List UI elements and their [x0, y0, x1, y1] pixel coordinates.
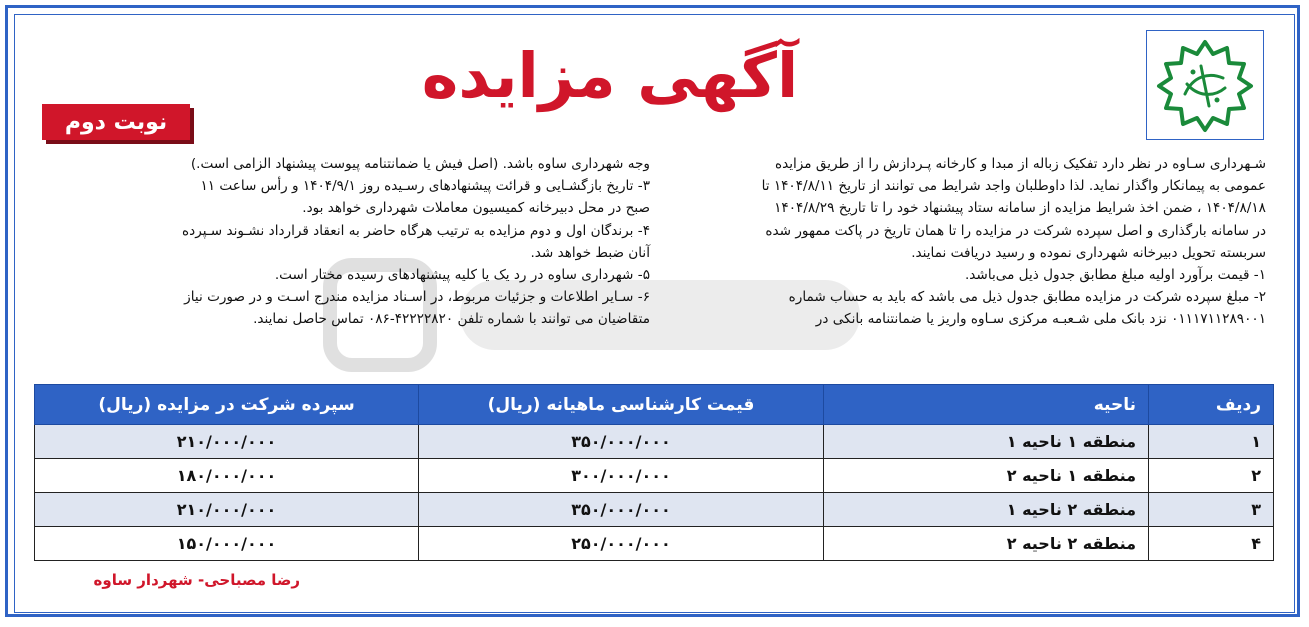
- signature: رضا مصباحی- شهردار ساوه: [93, 571, 300, 589]
- text-line: عمومی به پیمانکار واگذار نماید. لذا داوطلبان واجد شرایط می توانند از تاریخ ۱۴۰۴/۸/۱۱ تا: [761, 178, 1266, 195]
- notice-text-left: [42, 153, 650, 331]
- text-line: ۳- تاریخ بازگشـایی و قرائت پیشنهادهای رسـیده روز ۱۴۰۴/۹/۱ و رأس ساعت ۱۱: [200, 178, 650, 195]
- table-row: [35, 527, 1274, 561]
- cell-row-number: ۱: [1149, 425, 1274, 459]
- text-line: ۲- مبلغ سپرده شرکت در مزایده مطابق جدول ذیل می باشد که باید به حساب شماره: [788, 289, 1266, 306]
- table-header-row: [35, 385, 1274, 425]
- municipality-emblem-icon: [1153, 36, 1257, 134]
- notice-title: آگهی مزایده: [421, 38, 799, 112]
- cell-deposit: ۱۵۰/۰۰۰/۰۰۰: [35, 527, 419, 561]
- cell-zone: منطقه ۱ ناحیه ۲: [824, 459, 1149, 493]
- text-line: در سامانه بارگذاری و اصل سپرده شرکت در مزایده را تا همان تاریخ در پاکت ممهور شده: [765, 222, 1266, 239]
- cell-zone: منطقه ۲ ناحیه ۱: [824, 493, 1149, 527]
- text-line: ۰۱۱۱۷۱۱۲۸۹۰۰۱ نزد بانک ملی شـعبـه مرکزی سـاوه واریز یا ضمانتنامه بانکی در: [815, 311, 1266, 328]
- text-line: ۵- شهرداری ساوه در رد یک یا کلیه پیشنهادهای رسیده مختار است.: [274, 267, 650, 284]
- header-deposit: سپرده شرکت در مزایده (ریال): [35, 385, 419, 425]
- table-row: [35, 425, 1274, 459]
- cell-row-number: ۳: [1149, 493, 1274, 527]
- cell-price: ۲۵۰/۰۰۰/۰۰۰: [419, 527, 824, 561]
- round-badge: نوبت دوم: [42, 104, 190, 140]
- cell-row-number: ۲: [1149, 459, 1274, 493]
- cell-price: ۳۵۰/۰۰۰/۰۰۰: [419, 425, 824, 459]
- cell-deposit: ۲۱۰/۰۰۰/۰۰۰: [35, 425, 419, 459]
- text-line: صبح در محل دبیرخانه کمیسیون معاملات شهرداری خواهد بود.: [302, 200, 650, 217]
- municipality-logo: [1146, 30, 1264, 140]
- cell-row-number: ۴: [1149, 527, 1274, 561]
- header-row-number: ردیف: [1149, 385, 1274, 425]
- header-zone: ناحیه: [824, 385, 1149, 425]
- table-row: [35, 493, 1274, 527]
- text-line: آنان ضبط خواهد شد.: [530, 244, 650, 261]
- cell-deposit: ۱۸۰/۰۰۰/۰۰۰: [35, 459, 419, 493]
- text-line: ۶- سـایر اطلاعات و جزئیات مربوط، در اسـناد مزایده مندرج اسـت و در صورت نیاز: [184, 289, 650, 306]
- text-line: متقاضیان می توانند با شماره تلفن ۴۲۲۲۲۸۲۰-۰۸۶ تماس حاصل نمایند.: [253, 311, 650, 328]
- text-line: ۱- قیمت برآورد اولیه مبلغ مطابق جدول ذیل می‌باشد.: [964, 267, 1266, 284]
- cell-price: ۳۵۰/۰۰۰/۰۰۰: [419, 493, 824, 527]
- cell-price: ۳۰۰/۰۰۰/۰۰۰: [419, 459, 824, 493]
- cell-deposit: ۲۱۰/۰۰۰/۰۰۰: [35, 493, 419, 527]
- text-line: ۴- برندگان اول و دوم مزایده به ترتیب هرگاه حاضر به انعقاد قرارداد نشـوند سـپرده: [182, 222, 650, 239]
- header-price: قیمت کارشناسی ماهیانه (ریال): [419, 385, 824, 425]
- cell-zone: منطقه ۲ ناحیه ۲: [824, 527, 1149, 561]
- text-line: وجه شهرداری ساوه باشد. (اصل فیش یا ضمانتنامه پیوست پیشنهاد الزامی است.): [190, 156, 650, 172]
- text-line: ۱۴۰۴/۸/۱۸ ، ضمن اخذ شرایط مزایده از سامانه ستاد پیشنهاد خود را تا تاریخ ۱۴۰۴/۸/۲۹: [774, 200, 1266, 217]
- notice-text-right: [660, 153, 1266, 331]
- text-line: سربسته تحویل دبیرخانه شهرداری نموده و رسید دریافت نمایند.: [911, 244, 1266, 261]
- text-line: شـهرداری سـاوه در نظر دارد تفکیک زباله از مبدا و کارخانه پـردازش را از طریق مزایده: [774, 156, 1266, 172]
- table-row: [35, 459, 1274, 493]
- auction-table: [34, 384, 1274, 561]
- cell-zone: منطقه ۱ ناحیه ۱: [824, 425, 1149, 459]
